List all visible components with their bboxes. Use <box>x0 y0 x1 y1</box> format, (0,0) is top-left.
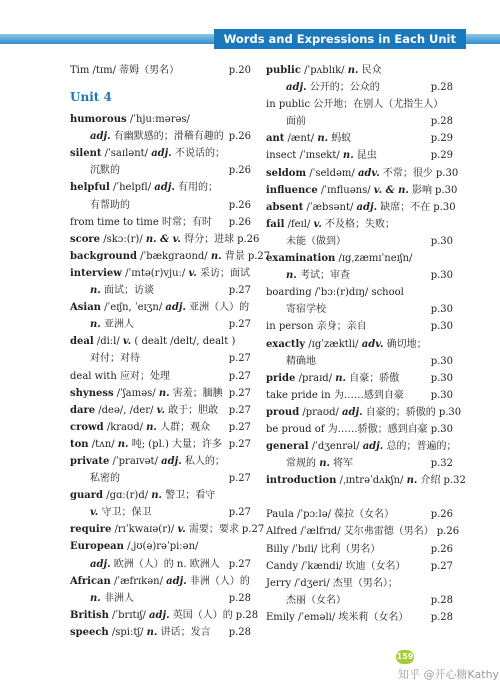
entry-text: European /ˌjʊ(ə)rəˈpiːən/ <box>70 541 199 553</box>
page-reference: p.26 <box>228 199 251 211</box>
glossary-entry <box>266 353 453 370</box>
glossary-entry <box>266 455 453 472</box>
entry-text: introduction /ˌɪntrəˈdʌkʃn/ n. 介绍 <box>266 475 441 487</box>
entry-text: public /ˈpʌblɪk/ n. 民众 <box>266 65 382 76</box>
glossary-entry <box>266 96 453 113</box>
entry-text: absent /ˈæbsənt/ adj. 缺席；不在 <box>266 201 431 213</box>
page-reference: p.27 <box>228 438 251 450</box>
page-reference: p.30 <box>433 201 456 213</box>
entry-text: Candy /ˈkændi/ 坎迪（女名） <box>266 560 406 572</box>
page-header <box>0 28 500 50</box>
glossary-entry <box>266 541 453 558</box>
glossary-entry <box>70 470 251 487</box>
page-reference: p.28 <box>430 611 453 623</box>
glossary-entry <box>70 265 251 282</box>
entry-text: crowd /kraʊd/ n. 人群；观众 <box>70 421 211 433</box>
entry-text: Tim /tɪm/ 蒂姆（男名） <box>70 65 180 76</box>
glossary-entry <box>266 404 462 421</box>
entry-text: dare /deə/, /der/ v. 敢于；胆敢 <box>70 404 219 416</box>
entry-text: speech /spiːtʃ/ n. 讲话；发言 <box>70 626 211 638</box>
right-column <box>266 62 466 626</box>
page-reference: p.26 <box>430 543 453 555</box>
glossary-entry <box>266 523 460 540</box>
glossary-entry <box>70 214 251 231</box>
page-reference: p.29 <box>430 133 453 145</box>
entry-text: 未能（做到） <box>286 235 346 247</box>
page-reference: p.30 <box>430 372 453 384</box>
glossary-entry <box>70 231 260 248</box>
page-reference: p.20 <box>228 65 251 76</box>
page-reference: p.27 <box>228 473 251 485</box>
entry-text: humorous /ˈhjuːmərəs/ <box>70 114 190 126</box>
page-reference: p.28 <box>235 609 259 621</box>
page-number-badge: 159 <box>396 650 414 664</box>
entry-text: 精确地 <box>286 355 316 367</box>
glossary-entry <box>266 609 453 626</box>
entry-text: ant /ænt/ n. 蚂蚁 <box>266 133 352 145</box>
entry-text: African /ˈæfrɪkən/ adj. 非洲（人）的 <box>70 575 250 587</box>
glossary-entry <box>266 267 453 284</box>
entry-text: Alfred /ˈælfrɪd/ 艾尔弗雷德（男名） <box>266 526 434 538</box>
glossary-entry <box>266 147 453 164</box>
glossary-entry <box>266 301 453 318</box>
glossary-entry <box>70 350 251 367</box>
entry-text: score /skɔː(r)/ n. & v. 得分；进球 <box>70 233 235 245</box>
glossary-entry <box>266 387 453 404</box>
glossary-entry <box>70 179 251 196</box>
entry-text: silent /ˈsaɪlənt/ adj. 不说话的； <box>70 148 225 160</box>
glossary-entry <box>70 436 251 453</box>
glossary-entry <box>266 472 466 489</box>
glossary-entry <box>266 62 453 79</box>
page-reference: p.26 <box>430 509 453 521</box>
entry-text: Paula /ˈpɔːlə/ 葆拉（女名） <box>266 509 395 521</box>
entry-text: Asian /ˈeɪʃn, ˈeɪʒn/ adj. 亚洲（人）的 <box>70 302 250 314</box>
page-reference: p.30 <box>435 184 458 196</box>
glossary-entry <box>266 336 453 353</box>
glossary-entry <box>70 590 251 607</box>
page-reference: p.26 <box>228 165 251 177</box>
entry-text: pride /praɪd/ n. 自豪；骄傲 <box>266 372 400 384</box>
entry-text: be proud of 为……骄傲；感到自豪 <box>266 423 428 435</box>
page-reference: p.27 <box>228 507 251 519</box>
entry-text: seldom /ˈseldəm/ adv. 不常；很少 <box>266 167 433 179</box>
page-reference: p.30 <box>430 355 453 367</box>
page-reference: p.26 <box>228 131 251 143</box>
entry-text: proud /praʊd/ adj. 自豪的；骄傲的 <box>266 406 436 418</box>
entry-text: background /ˈbækgraʊnd/ n. 背景 <box>70 250 245 262</box>
glossary-entry <box>266 438 457 455</box>
glossary-entry <box>70 521 265 538</box>
entry-text: adj. 欧洲（人）的 n. 欧洲人 <box>90 558 220 570</box>
glossary-entry <box>70 145 251 162</box>
page-reference: p.28 <box>228 592 251 604</box>
glossary-entry <box>70 299 251 316</box>
glossary-entry <box>70 197 251 214</box>
glossary-entry <box>266 113 453 130</box>
glossary-entry <box>70 333 251 350</box>
page-reference: p.30 <box>430 304 453 316</box>
entry-text: adj. 有幽默感的；滑稽有趣的 <box>90 131 224 143</box>
entry-text: 沉默的 <box>90 165 120 177</box>
glossary-entry <box>266 558 453 575</box>
glossary-entry <box>70 128 251 145</box>
entry-text: boarding /ˈbɔː(r)dɪŋ/ school <box>266 287 404 299</box>
glossary-entry <box>70 504 251 521</box>
watermark: 知乎 @开心糖Kathy <box>398 668 500 681</box>
glossary-entry <box>70 368 251 385</box>
glossary-entry <box>70 487 251 504</box>
entry-text: deal /diːl/ v. ( dealt /delt/, dealt ) <box>70 336 236 348</box>
entry-text: influence /ˈɪnfluəns/ v. & n. 影响 <box>266 184 433 196</box>
glossary-entry <box>266 233 453 250</box>
glossary-entry <box>70 573 251 590</box>
glossary-entry <box>266 575 453 592</box>
page-reference: p.27 <box>228 404 251 416</box>
page-reference: p.30 <box>430 321 453 333</box>
entry-text: guard /gɑː(r)d/ n. 警卫；看守 <box>70 490 216 502</box>
glossary-entry <box>70 624 251 641</box>
entry-text: take pride in 为……感到自豪 <box>266 389 404 401</box>
glossary-entry <box>70 385 251 402</box>
entry-text: n. 亚洲人 <box>90 319 134 331</box>
glossary-entry <box>70 62 251 79</box>
entry-text: shyness /ˈʃaɪnəs/ n. 害羞；腼腆 <box>70 387 223 399</box>
left-column <box>70 62 271 641</box>
glossary-entry <box>70 453 251 470</box>
glossary-entry <box>266 182 458 199</box>
entry-text: private /ˈpraɪvət/ adj. 私人的； <box>70 455 225 467</box>
page-reference: p.27 <box>430 560 453 572</box>
entry-text: Billy /ˈbɪli/ 比利（男名） <box>266 543 381 555</box>
entry-text: helpful /ˈhelpfl/ adj. 有用的； <box>70 182 219 194</box>
page-reference: p.28 <box>430 116 453 128</box>
page-reference: p.27 <box>228 285 251 297</box>
glossary-entry <box>266 506 453 523</box>
glossary-entry <box>70 402 251 419</box>
glossary-entry <box>70 556 251 573</box>
page-reference: p.27 <box>228 387 251 399</box>
entry-text: from time to time 时常；有时 <box>70 216 212 228</box>
glossary-entry <box>70 316 251 333</box>
entry-text: British /ˈbrɪtɪʃ/ adj. 英国（人）的 <box>70 609 233 621</box>
page-reference: p.27 <box>228 421 251 433</box>
entry-text: 对付；对待 <box>90 353 140 365</box>
entry-text: ton /tʌn/ n. 吨; (pl.) 大量；许多 <box>70 438 223 450</box>
page-reference: p.30 <box>435 167 459 179</box>
entry-text: 有帮助的 <box>90 199 130 211</box>
entry-text: deal with 应对；处理 <box>70 370 171 382</box>
page-reference: p.30 <box>430 389 453 401</box>
page-reference: p.27 <box>228 558 251 570</box>
entry-text: n. 考试；审查 <box>286 270 350 282</box>
page-reference: p.26 <box>237 233 260 245</box>
page-reference: p.30 <box>430 235 453 247</box>
glossary-entry <box>70 248 271 265</box>
glossary-entry <box>266 165 459 182</box>
glossary-entry <box>70 111 251 128</box>
entry-text: 常规的 n. 将军 <box>286 458 354 470</box>
page-reference: p.27 <box>247 250 271 262</box>
glossary-entry <box>266 216 453 233</box>
entry-text: require /rɪˈkwaɪə(r)/ v. 需要；要求 <box>70 524 239 536</box>
entry-text: Jerry /ˈdʒeri/ 杰里（男名）； <box>266 577 398 589</box>
header-title: Words and Expressions in Each Unit <box>214 29 466 49</box>
page-reference: p.32 <box>443 475 466 487</box>
page-reference: p.27 <box>228 353 251 365</box>
entry-text: in public 公开地；在别人（尤指生人） <box>266 99 444 111</box>
entry-text: n. 面试；访谈 <box>90 285 154 297</box>
page-reference: p.30 <box>430 423 453 435</box>
entry-text: in person 亲身；亲自 <box>266 321 367 333</box>
entry-text: n. 非洲人 <box>90 592 134 604</box>
entry-text: 寄宿学校 <box>286 304 326 316</box>
entry-text: examination /ɪgˌzæmɪˈneɪʃn/ <box>266 253 413 265</box>
page-reference: p.30 <box>430 270 453 282</box>
page-reference: p.29 <box>430 150 453 162</box>
page-reference: p.26 <box>436 526 460 538</box>
entry-text: 面前 <box>286 116 306 128</box>
entry-text: v. 守卫；保卫 <box>90 507 152 519</box>
entry-text: interview /ˈɪntə(r)vjuː/ v. 采访；面试 <box>70 267 250 279</box>
glossary-entry <box>266 199 456 216</box>
glossary-entry <box>70 538 251 555</box>
glossary-entry <box>266 421 453 438</box>
page-reference: p.28 <box>228 626 251 638</box>
glossary-entry <box>70 282 251 299</box>
section-gap <box>266 489 453 506</box>
entry-text: 私密的 <box>90 473 120 485</box>
unit-heading: Unit 4 <box>70 90 112 105</box>
glossary-entry <box>266 79 453 96</box>
page-reference: p.27 <box>228 370 251 382</box>
page-reference: p.27 <box>228 319 251 331</box>
page-reference: p.30 <box>438 406 462 418</box>
glossary-entry <box>70 162 251 179</box>
glossary-entry <box>70 607 259 624</box>
glossary-entry <box>70 419 251 436</box>
glossary-entry <box>266 318 453 335</box>
page-reference: p.27 <box>241 524 265 536</box>
entry-text: fail /feɪl/ v. 不及格；失败； <box>266 218 395 230</box>
entry-text: exactly /ɪgˈzæktli/ adv. 确切地； <box>266 338 427 350</box>
page-reference: p.32 <box>430 458 453 470</box>
glossary-entry <box>266 284 453 301</box>
entry-text: insect /ˈɪnsekt/ n. 昆虫 <box>266 150 377 162</box>
glossary-entry <box>266 250 453 267</box>
entry-text: adj. 公开的；公众的 <box>286 82 380 94</box>
entry-text: general /ˈdʒenrəl/ adj. 总的；普遍的； <box>266 441 457 453</box>
page-reference: p.28 <box>430 594 453 606</box>
glossary-entry <box>266 592 453 609</box>
entry-text: Emily /ˈeməli/ 埃米莉（女名） <box>266 611 409 623</box>
glossary-entry <box>266 370 453 387</box>
page-reference: p.26 <box>228 216 251 228</box>
entry-text: 杰丽（女名） <box>286 594 346 606</box>
page-reference: p.28 <box>430 82 453 94</box>
glossary-entry <box>266 130 453 147</box>
